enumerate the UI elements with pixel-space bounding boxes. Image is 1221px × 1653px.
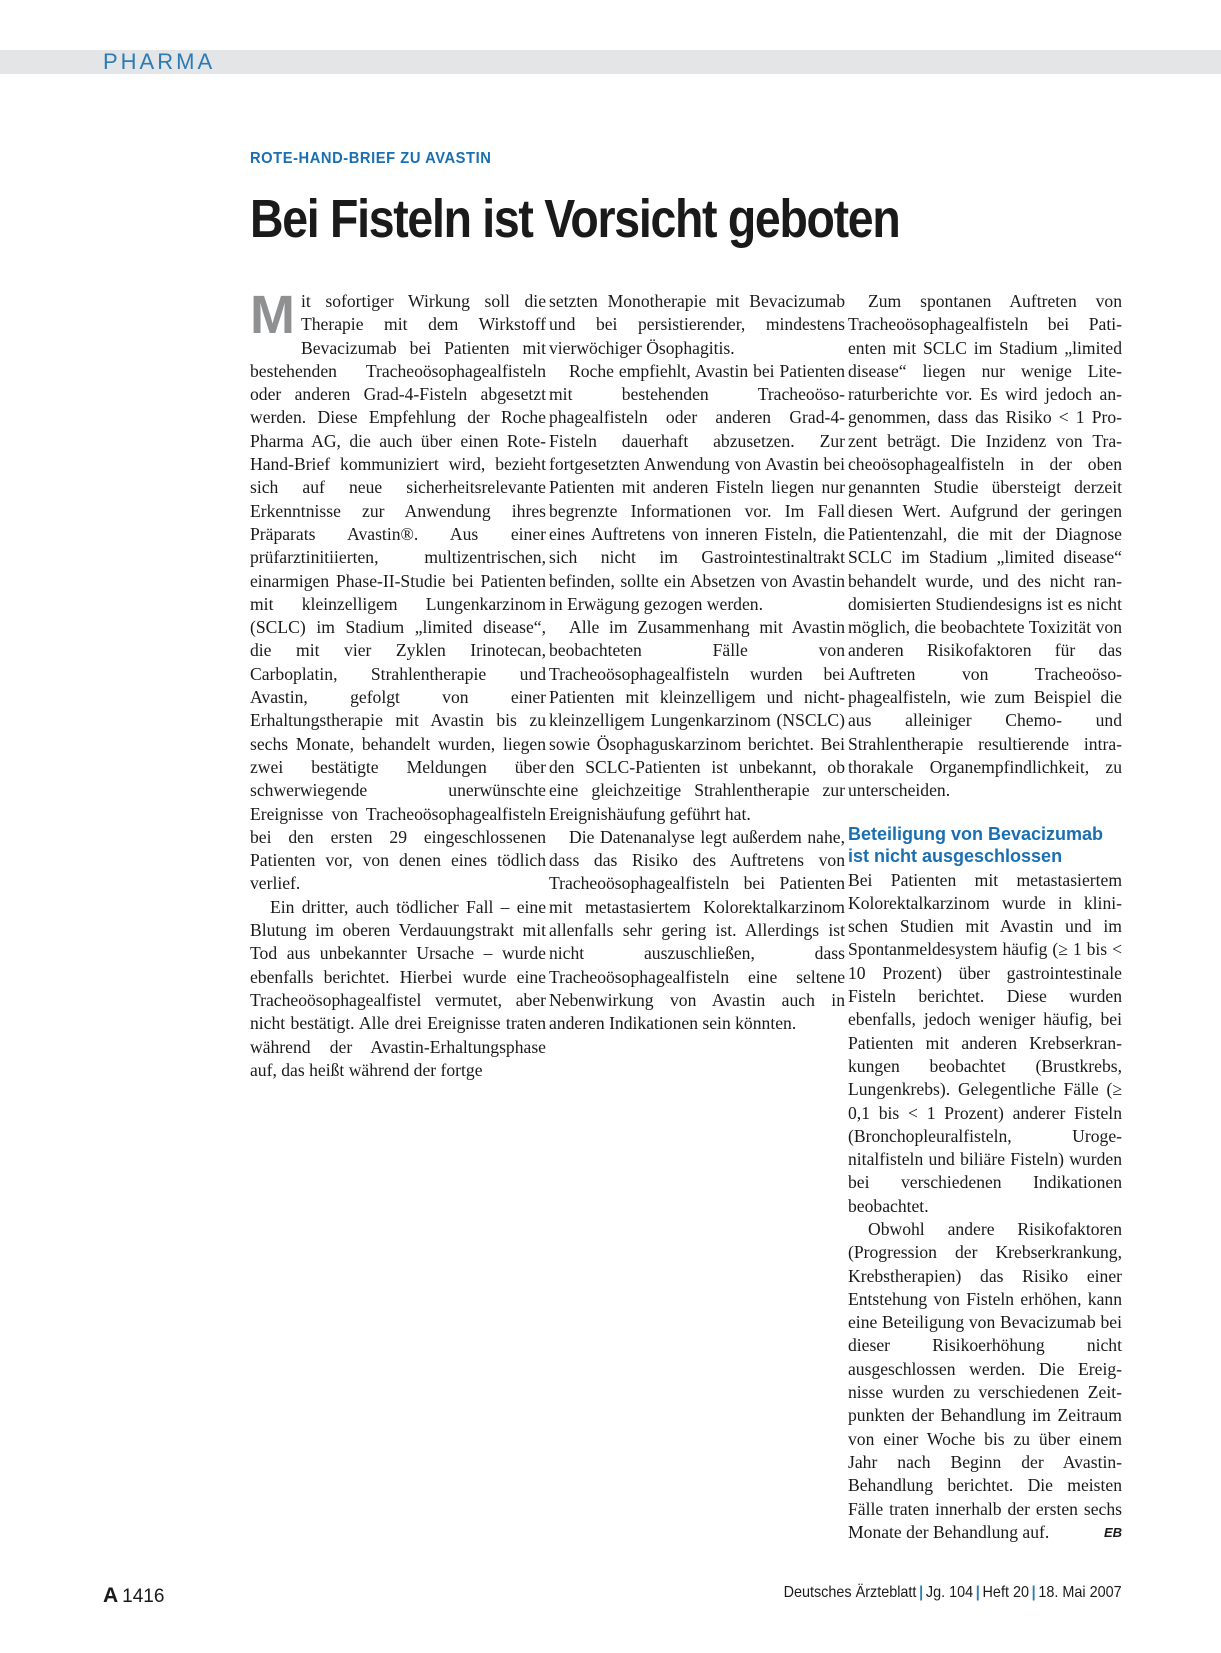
paragraph: Zum spontanen Auftreten von Tracheoösophagealfisteln bei Patienten mit SCLC im Stadium „limited disease“ liegen nur wenige Literaturberichte vor. Es wird jedoch angenommen, dass das Risiko < 1 Prozent beträgt. Die Inzidenz von Tracheoösophagealfisteln in der oben genannten Studie übersteigt derzeit diesen Wert. Aufgrund der geringen Patientenzahl, die mit der Diagnose SCLC im Stadium „limited disease“ behandelt wurde, und des nicht randomisierten Studiendesigns ist es nicht möglich, die beobachtete Toxizität von anderen Risikofaktoren für das Auftreten von Tracheoösophagealfisteln, wie zum Beispiel die aus alleiniger Chemo- und Strahlentherapie resultierende intrathorakale Organempfindlichkeit, zu unterscheiden. (848, 291, 1122, 801)
paragraph: Bei Patienten mit metastasiertem Kolorektalkarzinom wurde in klinischen Studien mit Avastin und im Spontanmeldesystem häufig (≥ 1 bis < 10 Prozent) über gastrointestinale Fisteln berichtet. Diese wurden ebenfalls, jedoch weniger häufig, bei Patienten mit anderen Krebserkrankungen beobachtet (Brustkrebs, Lungenkrebs). Gelegentliche Fälle (≥ 0,1 bis < 1 Prozent) anderer Fisteln (Bronchopleuralfisteln, Urogenitalfisteln und biliäre Fisteln) wurden bei verschiedenen Indikationen beobachtet. (848, 869, 1122, 1216)
subheading (848, 823, 1122, 867)
text-column-2 (549, 290, 845, 1036)
subheading-line: Beteiligung von Bevacizumab (848, 823, 1104, 844)
page-number (103, 1584, 164, 1608)
page-number-value: 1416 (122, 1586, 165, 1607)
article-kicker: ROTE-HAND-BRIEF ZU AVASTIN (250, 150, 492, 167)
page-prefix: A (103, 1584, 119, 1607)
volume: Jg. 104 (926, 1584, 974, 1601)
issue: Heft 20 (982, 1584, 1030, 1601)
issue-date: 18. Mai 2007 (1038, 1584, 1122, 1601)
section-label: PHARMA (103, 49, 216, 74)
separator: | (919, 1584, 924, 1601)
paragraph-text: it sofortiger Wirkung soll die Therapie mit dem Wirkstoff Bevacizumab bei Patienten mit bestehenden Tracheoösophagealfisteln oder anderen Grad-4-Fisteln abgesetzt werden. Diese Empfehlung der Roche Pharma AG, die auch über einen Rote-Hand-Brief kommuniziert wird, bezieht sich auf neue sicherheitsrelevante Erkenntnisse zur Anwendung ihres Präparats Avastin®. Aus einer prüfarztinitiierten, multizentrischen, einarmigen Phase-II-Studie bei Patienten mit kleinzelligem Lungenkarzinom (SCLC) im Stadium „limited disease“, die mit vier Zyklen Irinotecan, Carboplatin, Strahlentherapie und Avastin, gefolgt von einer Erhaltungstherapie mit Avastin bis zu sechs Monate, behandelt wurden, liegen zwei bestätigte Meldungen über schwerwiegende unerwünschte Ereignisse von Tracheoösophagealfisteln bei den ersten 29 eingeschlossenen Patienten vor, von denen eines tödlich verlief. (250, 291, 546, 894)
author-signature: EB (1103, 1524, 1122, 1540)
paragraph: Alle im Zusammenhang mit Avastin beobachteten Fälle von Tracheoösophagealfisteln wurden bei Patienten mit kleinzelligem und nicht-kleinzelligem Lungenkarzinom (NSCLC) sowie Ösophaguskarzinom berichtet. Bei den SCLC-Patienten ist unbekannt, ob eine gleichzeitige Strahlentherapie zur Ereignishäufung geführt hat. (549, 617, 845, 824)
paragraph: Die Datenanalyse legt außerdem nahe, dass das Risiko des Auftretens von Tracheoösophagealfisteln bei Patienten mit metastasiertem Kolorektalkarzinom allenfalls sehr gering ist. Allerdings ist nicht auszuschließen, dass Tracheoösophagealfisteln eine seltene Nebenwirkung von Avastin auch in anderen Indikationen sein könnten. (549, 826, 845, 1034)
text-column-1 (250, 285, 546, 1082)
article-headline: Bei Fisteln ist Vorsicht geboten (250, 189, 900, 249)
paragraph: Roche empfiehlt, Avastin bei Patienten mit bestehenden Tracheoösophagealfisteln oder anderen Grad-4-Fisteln dauerhaft abzusetzen. Zur fortgesetzten Anwendung von Avastin bei Patienten mit anderen Fisteln liegen nur begrenzte Informationen vor. Im Fall eines Auftretens von inneren Fisteln, die sich nicht im Gastrointestinaltrakt befinden, sollte ein Absetzen von Avastin in Erwägung gezogen werden. (549, 360, 845, 614)
publication-info (784, 1584, 1122, 1602)
separator: | (1032, 1584, 1037, 1601)
paragraph (250, 285, 546, 896)
separator: | (976, 1584, 981, 1601)
paragraph (848, 1218, 1122, 1544)
paragraph: setzten Monotherapie mit Bevacizumab und bei persistierender, mindestens vierwöchiger Ösophagitis. (549, 291, 845, 358)
dropcap: M (250, 285, 295, 345)
paragraph: Ein dritter, auch tödlicher Fall – eine Blutung im oberen Verdauungstrakt mit Tod aus unbekannter Ursache – wurde ebenfalls berichtet. Hierbei wurde eine Tracheoösophagealfistel vermutet, aber nicht bestätigt. Alle drei Ereignisse traten während der Avastin-Erhaltungsphase auf, das heißt während der fortge (250, 896, 546, 1080)
journal-name: Deutsches Ärzteblatt (783, 1584, 917, 1601)
text-column-3 (848, 290, 1122, 1544)
paragraph-text: Obwohl andere Risikofaktoren (Progression der Krebserkrankung, Krebstherapien) das Risiko einer Entstehung von Fisteln erhöhen, kann eine Beteiligung von Bevacizumab bei dieser Risikoerhöhung nicht ausgeschlossen werden. Die Ereignisse wurden zu verschiedenen Zeitpunkten der Behandlung im Zeitraum von einer Woche bis zu über einem Jahr nach Beginn der Avastin-Behandlung berichtet. Die meisten Fälle traten innerhalb der ersten sechs Monate der Behandlung auf. (848, 1218, 1122, 1542)
subheading-line: ist nicht ausgeschlossen (848, 845, 1063, 866)
